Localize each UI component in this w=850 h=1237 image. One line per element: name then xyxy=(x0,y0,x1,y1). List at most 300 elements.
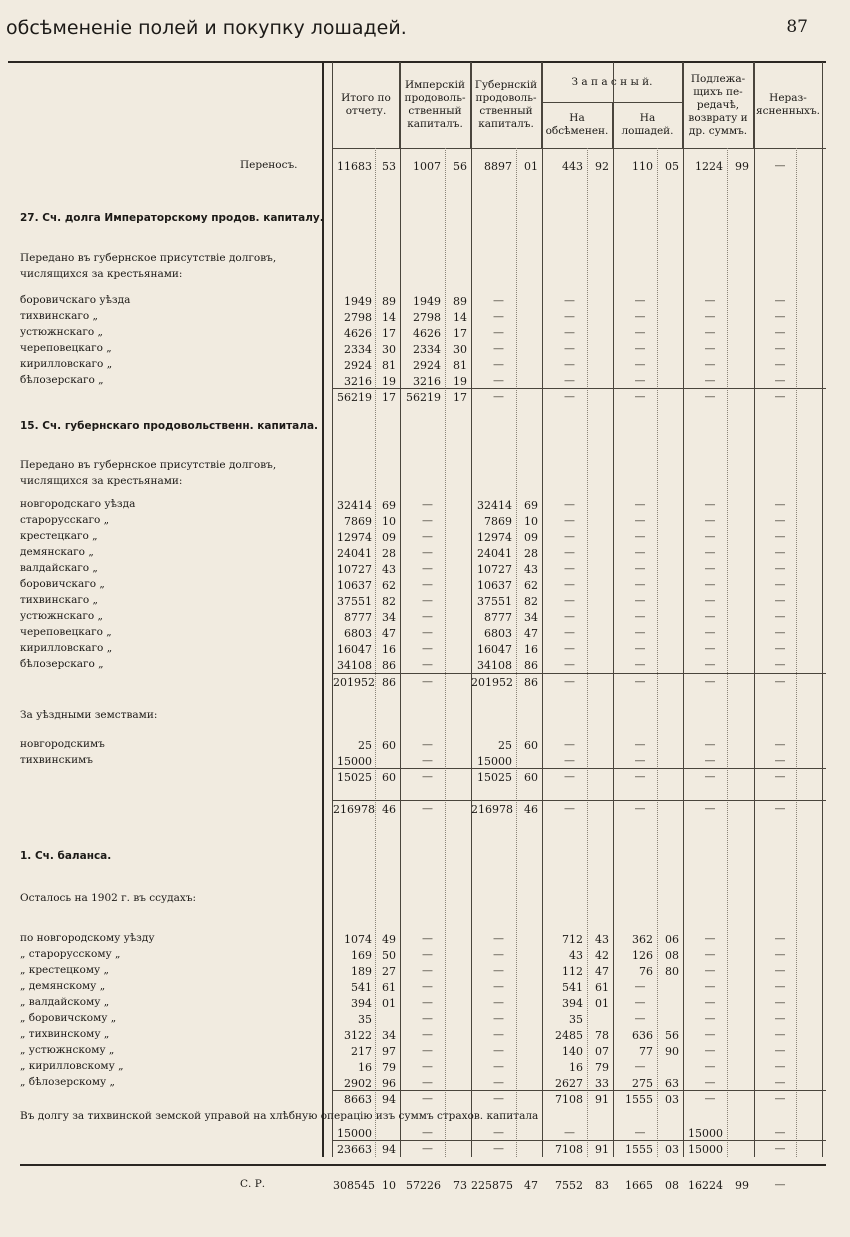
empty-dash: — xyxy=(774,1178,786,1191)
cell-kop: 73 xyxy=(453,1179,467,1192)
empty-dash: — xyxy=(774,546,786,559)
empty-dash: — xyxy=(422,514,433,527)
cell-rub: 35 xyxy=(569,1013,583,1026)
section-note: Осталось на 1902 г. въ ссудахъ: xyxy=(20,892,197,904)
empty-dash: — xyxy=(704,546,716,559)
empty-dash: — xyxy=(564,675,575,688)
empty-dash: — xyxy=(634,770,646,783)
empty-dash: — xyxy=(634,738,646,751)
total-rule xyxy=(332,388,826,389)
row-label: кирилловскаго „ xyxy=(20,358,113,370)
empty-dash: — xyxy=(493,1142,504,1155)
empty-dash: — xyxy=(564,610,575,623)
empty-dash: — xyxy=(564,754,575,767)
col-line xyxy=(613,62,614,1157)
empty-dash: — xyxy=(774,1028,786,1041)
empty-dash: — xyxy=(422,1060,433,1073)
cell-rub: 37551 xyxy=(477,595,512,608)
empty-dash: — xyxy=(774,770,786,783)
cell-kop: 79 xyxy=(595,1061,609,1074)
cell-kop: 34 xyxy=(382,611,396,624)
empty-dash: — xyxy=(493,1076,504,1089)
cell-rub: 7108 xyxy=(555,1093,583,1106)
col-zapasny: З а п а с н ы й. xyxy=(542,62,683,102)
empty-dash: — xyxy=(422,642,433,655)
cell-rub: 7552 xyxy=(555,1179,583,1192)
cell-kop: 19 xyxy=(382,375,396,388)
empty-dash: — xyxy=(634,594,646,607)
empty-dash: — xyxy=(422,562,433,575)
empty-dash: — xyxy=(422,578,433,591)
empty-dash: — xyxy=(774,530,786,543)
cell-rub: 15025 xyxy=(337,771,372,784)
cell-kop: 92 xyxy=(595,160,609,173)
row-label: тихвинскаго „ xyxy=(20,594,98,606)
cell-rub: 25 xyxy=(358,739,372,752)
empty-dash: — xyxy=(422,754,433,767)
empty-dash: — xyxy=(704,1060,716,1073)
empty-dash: — xyxy=(704,964,716,977)
cell-rub: 4626 xyxy=(413,327,441,340)
cell-kop: 10 xyxy=(524,515,538,528)
cell-kop: 60 xyxy=(524,771,538,784)
cell-rub: 2924 xyxy=(413,359,441,372)
cell-kop: 81 xyxy=(453,359,467,372)
cell-kop: 08 xyxy=(665,1179,679,1192)
cell-rub: 12974 xyxy=(477,531,512,544)
empty-dash: — xyxy=(704,642,716,655)
cell-rub: 1007 xyxy=(413,160,441,173)
row-label: „ демянскому „ xyxy=(20,980,106,992)
empty-dash: — xyxy=(704,1044,716,1057)
cell-rub: 15000 xyxy=(688,1143,723,1156)
cell-rub: 2798 xyxy=(344,311,372,324)
empty-dash: — xyxy=(774,626,786,639)
cell-kop: 69 xyxy=(524,499,538,512)
cell-rub: 15000 xyxy=(477,755,512,768)
empty-dash: — xyxy=(422,1044,433,1057)
row-label: кирилловскаго „ xyxy=(20,642,113,654)
row-label: череповецкаго „ xyxy=(20,626,112,638)
empty-dash: — xyxy=(634,326,646,339)
cell-kop: 46 xyxy=(382,803,396,816)
cell-rub: 24041 xyxy=(477,547,512,560)
cell-kop: 42 xyxy=(595,949,609,962)
cell-rub: 10727 xyxy=(477,563,512,576)
empty-dash: — xyxy=(564,770,575,783)
empty-dash: — xyxy=(634,1060,646,1073)
cell-kop: 07 xyxy=(595,1045,609,1058)
row-label: боровичскаго „ xyxy=(20,578,105,590)
kop-line xyxy=(727,148,728,1157)
empty-dash: — xyxy=(493,1044,504,1057)
empty-dash: — xyxy=(564,658,575,671)
empty-dash: — xyxy=(774,802,786,815)
cell-rub: 112 xyxy=(562,965,583,978)
empty-dash: — xyxy=(704,1076,716,1089)
cell-rub: 15000 xyxy=(337,755,372,768)
empty-dash: — xyxy=(493,964,504,977)
cell-kop: 83 xyxy=(595,1179,609,1192)
empty-dash: — xyxy=(774,1044,786,1057)
empty-dash: — xyxy=(704,932,716,945)
col-nerazj: Нераз- ясненныхъ. xyxy=(755,92,820,117)
cell-rub: 201952 xyxy=(471,676,513,689)
total-rule xyxy=(332,768,826,769)
empty-dash: — xyxy=(634,294,646,307)
row-label: боровичскаго уѣзда xyxy=(20,294,131,306)
empty-dash: — xyxy=(564,738,575,751)
cell-kop: 94 xyxy=(382,1143,396,1156)
empty-dash: — xyxy=(704,996,716,1009)
cell-kop: 03 xyxy=(665,1093,679,1106)
cell-rub: 3216 xyxy=(344,375,372,388)
cell-kop: 62 xyxy=(382,579,396,592)
empty-dash: — xyxy=(564,626,575,639)
cell-rub: 16 xyxy=(358,1061,372,1074)
cell-kop: 46 xyxy=(524,803,538,816)
cell-rub: 443 xyxy=(562,160,583,173)
cell-kop: 34 xyxy=(382,1029,396,1042)
empty-dash: — xyxy=(774,562,786,575)
cell-rub: 541 xyxy=(351,981,372,994)
cell-rub: 3216 xyxy=(413,375,441,388)
empty-dash: — xyxy=(564,546,575,559)
cell-kop: 60 xyxy=(382,739,396,752)
page-number: 87 xyxy=(786,17,808,37)
cell-kop: 90 xyxy=(665,1045,679,1058)
empty-dash: — xyxy=(704,626,716,639)
cell-rub: 7869 xyxy=(484,515,512,528)
row-label: бѣлозерскаго „ xyxy=(20,374,104,386)
empty-dash: — xyxy=(634,530,646,543)
cell-rub: 1074 xyxy=(344,933,372,946)
empty-dash: — xyxy=(422,594,433,607)
empty-dash: — xyxy=(422,1092,433,1105)
col-imperial: Имперскій продоволь- ственный капиталъ. xyxy=(400,62,471,148)
cell-kop: 01 xyxy=(524,160,538,173)
row-label: С. Р. xyxy=(240,1178,266,1190)
cell-kop: 61 xyxy=(595,981,609,994)
empty-dash: — xyxy=(564,498,575,511)
empty-dash: — xyxy=(422,964,433,977)
row-label: „ старорусскому „ xyxy=(20,948,121,960)
cell-rub: 16 xyxy=(569,1061,583,1074)
section-heading: 1. Сч. баланса. xyxy=(20,850,112,862)
empty-dash: — xyxy=(493,310,504,323)
cell-kop: 86 xyxy=(524,676,538,689)
cell-kop: 89 xyxy=(453,295,467,308)
empty-dash: — xyxy=(774,1012,786,1025)
empty-dash: — xyxy=(774,610,786,623)
cell-rub: 1665 xyxy=(625,1179,653,1192)
row-label: „ тихвинскому „ xyxy=(20,1028,110,1040)
empty-dash: — xyxy=(634,342,646,355)
empty-dash: — xyxy=(493,342,504,355)
cell-kop: 10 xyxy=(382,515,396,528)
cell-kop: 53 xyxy=(382,160,396,173)
row-label: крестецкаго „ xyxy=(20,530,98,542)
empty-dash: — xyxy=(634,642,646,655)
col-line xyxy=(471,62,472,1157)
cell-rub: 15025 xyxy=(477,771,512,784)
cell-rub: 8897 xyxy=(484,160,512,173)
cell-rub: 394 xyxy=(351,997,372,1010)
empty-dash: — xyxy=(704,1028,716,1041)
page-header xyxy=(0,0,850,44)
col-line xyxy=(683,62,684,1157)
empty-dash: — xyxy=(704,578,716,591)
empty-dash: — xyxy=(564,390,575,403)
empty-dash: — xyxy=(493,980,504,993)
empty-dash: — xyxy=(422,498,433,511)
empty-dash: — xyxy=(704,675,716,688)
row-label: устюжнскаго „ xyxy=(20,326,103,338)
empty-dash: — xyxy=(422,948,433,961)
empty-dash: — xyxy=(634,1126,646,1139)
total-rule xyxy=(332,800,826,801)
col-gubern: Губернскій продоволь- ственный капиталъ. xyxy=(471,62,542,148)
row-label: старорусскаго „ xyxy=(20,514,110,526)
section-heading: 27. Сч. долга Императорскому продов. капиталу. xyxy=(20,212,324,224)
empty-dash: — xyxy=(493,326,504,339)
cell-kop: 94 xyxy=(382,1093,396,1106)
total-rule xyxy=(20,1164,826,1166)
empty-dash: — xyxy=(493,932,504,945)
zapasny-rule xyxy=(542,102,682,103)
empty-dash: — xyxy=(634,610,646,623)
row-label: устюжнскаго „ xyxy=(20,610,103,622)
cell-kop: 96 xyxy=(382,1077,396,1090)
empty-dash: — xyxy=(634,562,646,575)
empty-dash: — xyxy=(422,1076,433,1089)
cell-kop: 43 xyxy=(595,933,609,946)
cell-rub: 1949 xyxy=(413,295,441,308)
cell-rub: 7108 xyxy=(555,1143,583,1156)
cell-rub: 23663 xyxy=(337,1143,372,1156)
cell-rub: 77 xyxy=(639,1045,653,1058)
empty-dash: — xyxy=(704,498,716,511)
cell-rub: 16224 xyxy=(688,1179,723,1192)
empty-dash: — xyxy=(422,530,433,543)
cell-rub: 6803 xyxy=(344,627,372,640)
empty-dash: — xyxy=(704,980,716,993)
cell-rub: 308545 xyxy=(333,1179,375,1192)
empty-dash: — xyxy=(774,358,786,371)
cell-kop: 05 xyxy=(665,160,679,173)
empty-dash: — xyxy=(634,390,646,403)
row-label: Переносъ. xyxy=(240,159,298,171)
cell-rub: 37551 xyxy=(337,595,372,608)
cell-kop: 97 xyxy=(382,1045,396,1058)
cell-kop: 61 xyxy=(382,981,396,994)
cell-rub: 43 xyxy=(569,949,583,962)
col-loshad: На лошадей. xyxy=(613,102,683,148)
empty-dash: — xyxy=(704,594,716,607)
cell-rub: 140 xyxy=(562,1045,583,1058)
empty-dash: — xyxy=(422,996,433,1009)
cell-rub: 217 xyxy=(351,1045,372,1058)
empty-dash: — xyxy=(704,562,716,575)
empty-dash: — xyxy=(564,802,575,815)
cell-rub: 394 xyxy=(562,997,583,1010)
row-label: череповецкаго „ xyxy=(20,342,112,354)
cell-kop: 10 xyxy=(382,1179,396,1192)
empty-dash: — xyxy=(774,996,786,1009)
empty-dash: — xyxy=(493,1060,504,1073)
cell-rub: 636 xyxy=(632,1029,653,1042)
row-label: демянскаго „ xyxy=(20,546,94,558)
cell-kop: 28 xyxy=(524,547,538,560)
cell-rub: 169 xyxy=(351,949,372,962)
empty-dash: — xyxy=(704,358,716,371)
cell-kop: 09 xyxy=(524,531,538,544)
empty-dash: — xyxy=(774,964,786,977)
cell-rub: 34108 xyxy=(337,659,372,672)
empty-dash: — xyxy=(422,1142,433,1155)
empty-dash: — xyxy=(704,802,716,815)
cell-kop: 43 xyxy=(382,563,396,576)
cell-kop: 63 xyxy=(665,1077,679,1090)
empty-dash: — xyxy=(634,658,646,671)
empty-dash: — xyxy=(704,514,716,527)
col-podlezh: Подлежа- щихъ пе- редачѣ, возврату и др. суммъ. xyxy=(683,62,754,148)
row-label: „ устюжнскому „ xyxy=(20,1044,115,1056)
section-note: Передано въ губернское присутствіе долговъ, числящихся за крестьянами: xyxy=(20,459,277,487)
empty-dash: — xyxy=(564,374,575,387)
cell-rub: 6803 xyxy=(484,627,512,640)
cell-kop: 17 xyxy=(382,391,396,404)
cell-rub: 126 xyxy=(632,949,653,962)
empty-dash: — xyxy=(704,342,716,355)
empty-dash: — xyxy=(774,675,786,688)
row-label: новгородскимъ xyxy=(20,738,105,750)
cell-kop: 82 xyxy=(382,595,396,608)
empty-dash: — xyxy=(564,562,575,575)
empty-dash: — xyxy=(774,326,786,339)
cell-kop: 60 xyxy=(382,771,396,784)
cell-kop: 01 xyxy=(595,997,609,1010)
cell-rub: 10637 xyxy=(337,579,372,592)
cell-rub: 56219 xyxy=(406,391,441,404)
cell-rub: 32414 xyxy=(337,499,372,512)
empty-dash: — xyxy=(493,390,504,403)
cell-kop: 06 xyxy=(665,933,679,946)
empty-dash: — xyxy=(564,1126,575,1139)
cell-kop: 91 xyxy=(595,1143,609,1156)
empty-dash: — xyxy=(704,754,716,767)
empty-dash: — xyxy=(493,996,504,1009)
empty-dash: — xyxy=(774,310,786,323)
empty-dash: — xyxy=(774,948,786,961)
empty-dash: — xyxy=(422,626,433,639)
cell-rub: 541 xyxy=(562,981,583,994)
empty-dash: — xyxy=(774,594,786,607)
empty-dash: — xyxy=(564,294,575,307)
empty-dash: — xyxy=(564,578,575,591)
empty-dash: — xyxy=(564,342,575,355)
total-rule xyxy=(332,1140,826,1141)
empty-dash: — xyxy=(422,932,433,945)
cell-rub: 4626 xyxy=(344,327,372,340)
cell-kop: 14 xyxy=(382,311,396,324)
cell-kop: 56 xyxy=(665,1029,679,1042)
cell-rub: 8777 xyxy=(484,611,512,624)
cell-rub: 712 xyxy=(562,933,583,946)
row-label: Въ долгу за тихвинской земской управой на хлѣбную операцію изъ суммъ страхов. капитала xyxy=(20,1110,539,1122)
cell-kop: 86 xyxy=(382,676,396,689)
cell-kop: 43 xyxy=(524,563,538,576)
cell-rub: 201952 xyxy=(333,676,375,689)
cell-rub: 15000 xyxy=(337,1127,372,1140)
col-line xyxy=(754,62,755,1157)
empty-dash: — xyxy=(774,1142,786,1155)
total-rule xyxy=(332,673,826,674)
cell-kop: 17 xyxy=(382,327,396,340)
empty-dash: — xyxy=(774,1092,786,1105)
empty-dash: — xyxy=(774,1060,786,1073)
cell-rub: 275 xyxy=(632,1077,653,1090)
cell-rub: 2334 xyxy=(344,343,372,356)
row-label: по новгородскому уѣзду xyxy=(20,932,155,944)
cell-kop: 50 xyxy=(382,949,396,962)
empty-dash: — xyxy=(493,1012,504,1025)
empty-dash: — xyxy=(774,390,786,403)
header-title: обсѣмененіе полей и покупку лошадей. xyxy=(6,17,407,39)
cell-rub: 225875 xyxy=(471,1179,513,1192)
empty-dash: — xyxy=(774,980,786,993)
empty-dash: — xyxy=(493,948,504,961)
empty-dash: — xyxy=(774,754,786,767)
cell-kop: 89 xyxy=(382,295,396,308)
cell-rub: 24041 xyxy=(337,547,372,560)
empty-dash: — xyxy=(774,658,786,671)
cell-rub: 35 xyxy=(358,1013,372,1026)
cell-rub: 16047 xyxy=(337,643,372,656)
row-label: „ валдайскому „ xyxy=(20,996,110,1008)
cell-kop: 30 xyxy=(382,343,396,356)
empty-dash: — xyxy=(634,802,646,815)
cell-kop: 79 xyxy=(382,1061,396,1074)
cell-kop: 33 xyxy=(595,1077,609,1090)
cell-kop: 62 xyxy=(524,579,538,592)
empty-dash: — xyxy=(774,342,786,355)
empty-dash: — xyxy=(634,374,646,387)
empty-dash: — xyxy=(634,626,646,639)
empty-dash: — xyxy=(422,1012,433,1025)
cell-kop: 69 xyxy=(382,499,396,512)
empty-dash: — xyxy=(493,1028,504,1041)
empty-dash: — xyxy=(774,1076,786,1089)
cell-kop: 99 xyxy=(735,1179,749,1192)
cell-kop: 30 xyxy=(453,343,467,356)
row-label: „ крестецкому „ xyxy=(20,964,109,976)
cell-rub: 8777 xyxy=(344,611,372,624)
cell-rub: 12974 xyxy=(337,531,372,544)
empty-dash: — xyxy=(493,294,504,307)
empty-dash: — xyxy=(422,980,433,993)
cell-rub: 216978 xyxy=(471,803,513,816)
empty-dash: — xyxy=(634,498,646,511)
cell-kop: 81 xyxy=(382,359,396,372)
empty-dash: — xyxy=(634,996,646,1009)
cell-rub: 16047 xyxy=(477,643,512,656)
empty-dash: — xyxy=(704,610,716,623)
cell-kop: 91 xyxy=(595,1093,609,1106)
cell-rub: 32414 xyxy=(477,499,512,512)
cell-rub: 1555 xyxy=(625,1143,653,1156)
col-line xyxy=(400,62,401,1157)
